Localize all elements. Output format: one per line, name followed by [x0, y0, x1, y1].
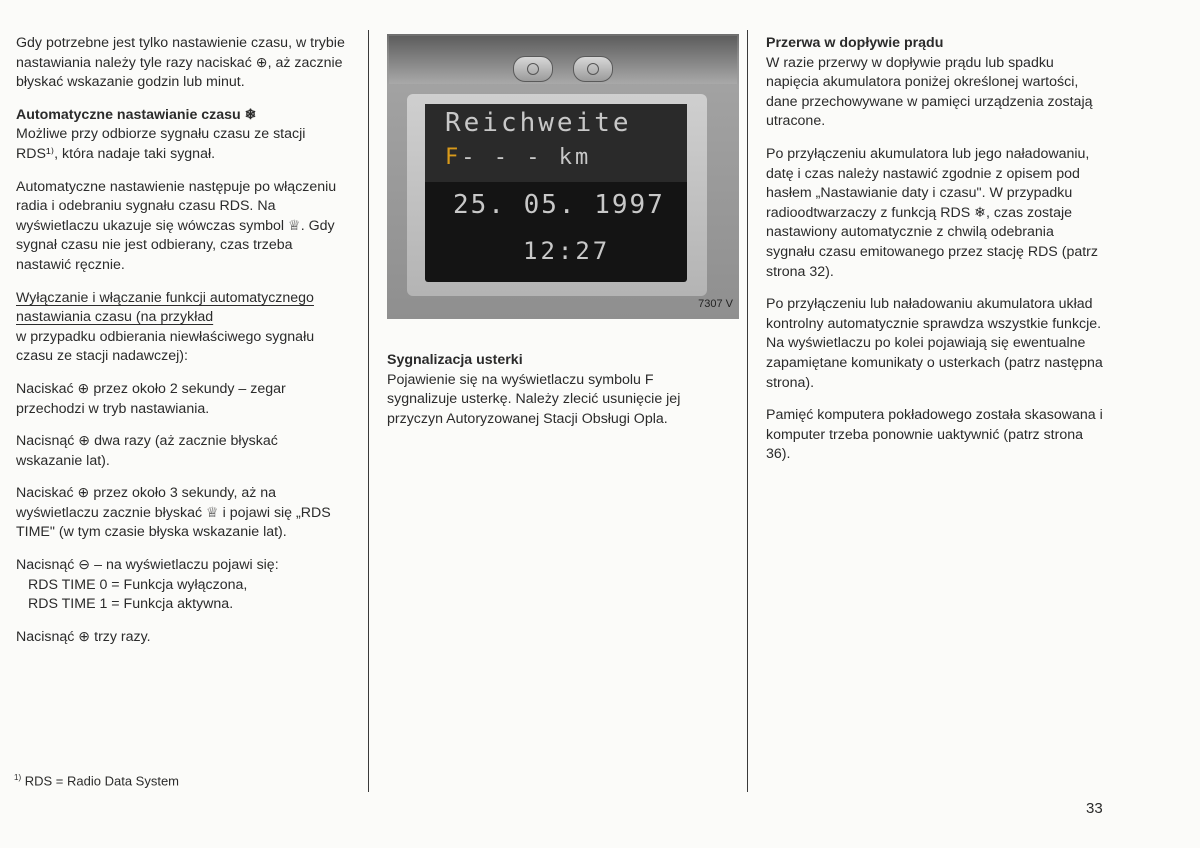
paragraph-toggle-context: w przypadku odbierania niewłaściwego sygnału czasu ze stacji nadawczej):	[16, 328, 315, 365]
lcd-range-value	[445, 145, 592, 170]
page-number: 33	[1086, 800, 1103, 817]
rds-time-option-0: RDS TIME 0 = Funkcja wyłączona,	[28, 576, 248, 593]
lcd-time: 12:27	[523, 237, 611, 265]
paragraph-reconnect-battery: Po przyłączeniu akumulatora lub jego naładowaniu, datę i czas należy nastawić zgodnie z opisem pod hasłem „Nastawianie daty i czasu". W przypadku radioodtwarzaczy z funkcją RDS ❄, czas zostaje nastawiony automatycznie z chwilą odebrania sygnału czasu emitowanego przez stację RDS (patrz strona 32).	[766, 145, 1098, 280]
heading-toggle-auto-time: Wyłączanie i włączanie funkcji automatycznego nastawiania czasu (na przykład	[16, 289, 314, 326]
column-divider-right	[747, 30, 748, 792]
heading-power-interruption: Przerwa w dopływie prądu	[766, 35, 944, 51]
display-photo	[387, 34, 739, 319]
column-divider-left	[368, 30, 369, 792]
middle-column	[387, 34, 733, 442]
right-column	[766, 34, 1106, 478]
left-column	[16, 34, 346, 660]
footnote-mark: 1)	[14, 773, 22, 782]
paragraph-computer-reset: Pamięć komputera pokładowego została skasowana i komputer trzeba ponownie uaktywnić (patrz strona 36).	[766, 407, 1103, 463]
display-bezel	[407, 94, 707, 296]
lcd-date: 25. 05. 1997	[453, 190, 665, 220]
paragraph-fault-signal: Pojawienie się na wyświetlaczu symbolu F sygnalizuje usterkę. Należy zlecić usunięcie jej przyczyn Autoryzowanej Stacji Obsługi Opla.	[387, 371, 681, 427]
lcd-range-km: - - - km	[461, 145, 592, 170]
paragraph-time-only: Gdy potrzebne jest tylko nastawienie czasu, w trybie nastawiania należy tyle razy naciskać ⊕, aż zacznie błyskać wskazanie godzin lub minut.	[16, 35, 345, 91]
paragraph-self-check: Po przyłączeniu lub naładowaniu akumulatora układ kontrolny automatycznie sprawdza wszystkie funkcje. Na wyświetlaczu po kolei pojawiają się ewentualne zapamiętane komunikaty o usterkach (patrz następna strona).	[766, 296, 1103, 391]
figure-reference: 7307 V	[698, 298, 733, 311]
footnote-text: RDS = Radio Data System	[24, 773, 180, 789]
paragraph-step-2: Nacisnąć ⊕ dwa razy (aż zacznie błyskać wskazanie lat).	[16, 433, 278, 469]
radio-button-right-icon	[573, 56, 613, 82]
footnote	[14, 773, 179, 788]
lcd-range-label: Reichweite	[445, 108, 632, 138]
heading-auto-time: Automatyczne nastawianie czasu ❄	[16, 106, 257, 123]
lcd-display	[425, 104, 687, 282]
lcd-fault-symbol: F	[445, 145, 462, 170]
heading-fault-signal: Sygnalizacja usterki	[387, 352, 523, 368]
paragraph-step-5: Nacisnąć ⊕ trzy razy.	[16, 628, 151, 645]
paragraph-auto-setting: Automatyczne nastawienie następuje po włączeniu radia i odebraniu sygnału czasu RDS. Na wyświetlaczu ukazuje się wówczas symbol ♕. Gdy sygnał czasu nie jest odbierany, czas trzeba nastawić ręcznie.	[16, 178, 337, 273]
radio-button-left-icon	[513, 56, 553, 82]
paragraph-step-4: Nacisnąć ⊖ – na wyświetlaczu pojawi się:	[16, 557, 279, 574]
paragraph-step-3: Naciskać ⊕ przez około 3 sekundy, aż na wyświetlaczu zacznie błyskać ♕ i pojawi się „RDS TIME" (w tym czasie błyska wskazanie lat).	[16, 485, 331, 541]
paragraph-step-1: Naciskać ⊕ przez około 2 sekundy – zegar przechodzi w tryb nastawiania.	[16, 380, 286, 417]
rds-time-option-1: RDS TIME 1 = Funkcja aktywna.	[28, 596, 234, 613]
radio-housing	[389, 36, 737, 84]
paragraph-power-loss: W razie przerwy w dopływie prądu lub spadku napięcia akumulatora poniżej określonej wartości, dane przechowywane w pamięci urządzenia zostają utracone.	[766, 54, 1093, 130]
paragraph-rds-signal: Możliwe przy odbiorze sygnału czasu ze stacji RDS¹⁾, która nadaje taki sygnał.	[16, 126, 306, 162]
